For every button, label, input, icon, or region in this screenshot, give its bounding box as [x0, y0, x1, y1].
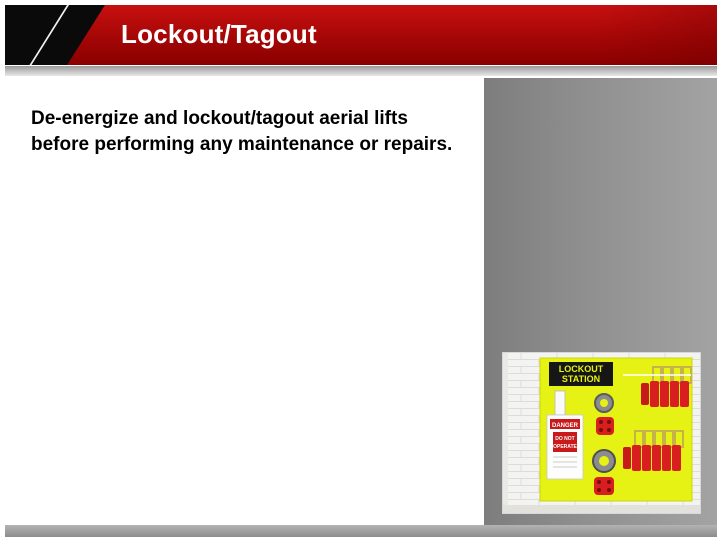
banner-black-wedge	[5, 5, 105, 65]
sign-line1: LOCKOUT	[558, 364, 604, 374]
sign-line2: STATION	[561, 374, 601, 384]
header-rule	[5, 66, 717, 76]
tag-text1: DO NOT	[555, 436, 575, 442]
lockout-station-sign	[549, 362, 613, 386]
lockout-station-photo	[503, 353, 700, 513]
tag-text2: OPERATE	[553, 444, 577, 450]
title-banner	[5, 5, 717, 65]
lockout-station-illustration	[503, 353, 700, 513]
tag-header: DANGER	[551, 423, 579, 429]
slide-title: Lockout/Tagout	[121, 19, 317, 49]
body-text: De-energize and lockout/tagout aerial lifts before performing any maintenance or repairs.	[31, 108, 453, 155]
footer-rule	[5, 525, 717, 537]
banner-shade	[597, 5, 717, 65]
